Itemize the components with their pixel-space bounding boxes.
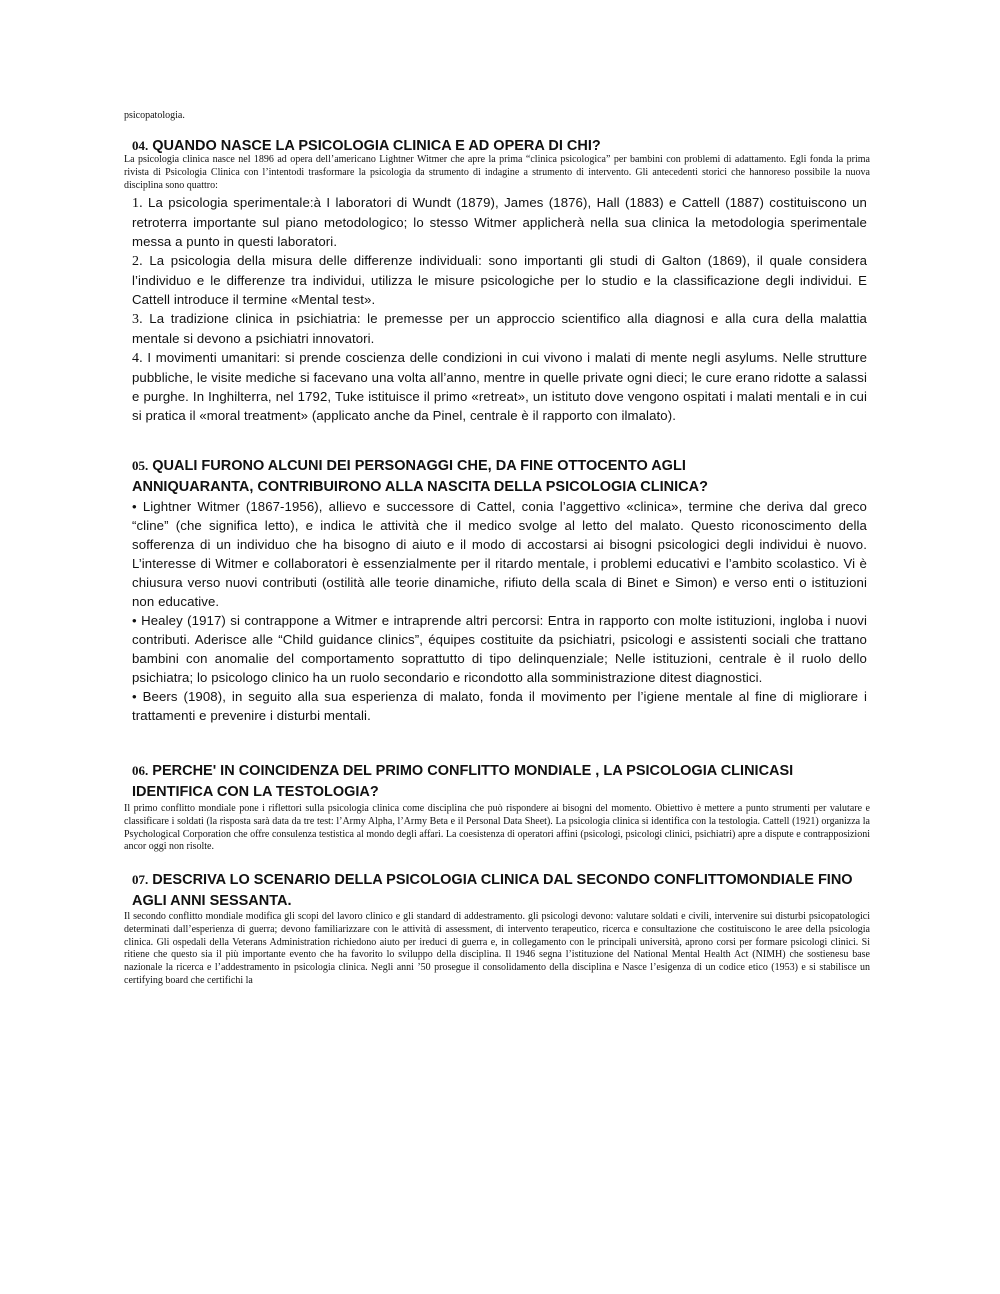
section-04-item-4 bbox=[132, 348, 867, 425]
section-06-title-line-2: IDENTIFICA CON LA TESTOLOGIA? bbox=[132, 784, 379, 800]
section-06-heading bbox=[132, 760, 872, 803]
item-text: La psicologia sperimentale:à I laboratori di Wundt (1879), James (1876), Hall (1883) e Cattell (1887) costituiscono un retroterra importante sul piano metodologico; lo stesso Witmer applicherà nella sua clinica la metodologia sperimentale messa a punto in questi laboratori. bbox=[132, 195, 867, 249]
section-07-number: 07. bbox=[132, 872, 149, 887]
item-number: 1. bbox=[132, 196, 143, 211]
section-04-list bbox=[132, 193, 867, 425]
section-05-heading bbox=[132, 455, 872, 498]
section-06-text: Il primo conflitto mondiale pone i riflettori sulla psicologia clinica come disciplina che può rispondere ai bisogni del momento. Obiettivo è mettere a punto strumenti per valutare e classificare i soldati (la risposta sarà data da tre test: l’Army Alpha, l’Army Beta e il Personal Data Sheet). La psicologia clinica si identifica con la testologia. Cattell (1921) organizza la Psychological Corporation che offre consulenza testistica al mondo degli affari. La coesistenza di operatori affini (psicologi, psicologi clinici, psichiatri) apre a dispute e contrapposizioni ancor oggi non risolte. bbox=[124, 803, 870, 853]
section-04-number: 04. bbox=[132, 138, 149, 153]
section-07-title-line-1: DESCRIVA LO SCENARIO DELLA PSICOLOGIA CLINICA DAL SECONDO CONFLITTOMONDIALE FINO bbox=[152, 872, 853, 888]
item-text: I movimenti umanitari: si prende coscienza delle condizioni in cui vivono i malati di mente negli asylums. Nelle strutture pubbliche, le visite mediche si facevano una volta all’anno, mentre in quelle private ogni dieci; le cure erano ridotte a salassi e purghe. In Inghilterra, nel 1792, Tuke istituisce il primo «retreat», un istituto dove vengono ospitati i malati mentali e in cui si pratica il «moral treatment» (applicato anche da Pinel, centrale è il rapporto con ilmalato). bbox=[132, 350, 868, 423]
section-05-bullet-3: • Beers (1908), in seguito alla sua esperienza di malato, fonda il movimento per l’igiene mentale al fine di migliorare i trattamenti e prevenire i disturbi mentali. bbox=[132, 689, 867, 723]
section-05-bullet-2: • Healey (1917) si contrappone a Witmer e intraprende altri percorsi: Entra in rapporto con molte istituzioni, ingloba i nuovi contributi. Aderisce alle “Child guidance clinics”, équipes costituite da psichiatri, psicologi e assistenti sociali che trattano bambini con anomalie del comportamento soprattutto di tipo delinquenziale; Nelle istituzioni, centrale è il ruolo dello psichiatra; lo psicologo clinico ha un ruolo secondario e ricondotto alla somministrazione ditest diagnostici. bbox=[132, 613, 867, 685]
top-fragment: psicopatologia. bbox=[124, 110, 185, 121]
section-07-text: Il secondo conflitto mondiale modifica gli scopi del lavoro clinico e gli standard di addestramento. gli psicologi devono: valutare soldati e civili, intervenire sui disturbi psicopatologici determinati dall’esperienza di guerra; devono familiarizzare con le attività di assessment, di intervento terapeutico, ricerca e consultazione che costituiscono le aree della psicologia clinica. Gli ospedali della Veterans Administration richiedono aiuto per ireduci di guerra e, in collegamento con le principali università, aprono corsi per formare psicologi clinici. Si ritiene che questo sia il più importante evento che ha favorito lo sviluppo della disciplina. Il 1946 segna l’istituzione del National Mental Health Act (NIMH) che sostienesu base nazionale la ricerca e l’addestramento in psicologia clinica. Negli anni ’50 prosegue il consolidamento della disciplina e Nasce l’esigenza di un codice etico (1953) e si stabilisce un certifying board che certifichi la bbox=[124, 911, 870, 986]
item-number: 4. bbox=[132, 351, 143, 366]
section-06-number: 06. bbox=[132, 763, 149, 778]
item-number: 2. bbox=[132, 254, 143, 269]
item-number: 3. bbox=[132, 312, 143, 327]
item-text: La psicologia della misura delle differenze individuali: sono importanti gli studi di Galton (1869), il quale considera l’individuo e le differenze tra individui, utilizza le misure psicologiche per lo studio e la classificazione degli individui. E Cattell introduce il termine «Mental test». bbox=[132, 253, 868, 307]
section-04-item-3 bbox=[132, 309, 867, 348]
section-06-title-line-1: PERCHE' IN COINCIDENZA DEL PRIMO CONFLITTO MONDIALE , LA PSICOLOGIA CLINICASI bbox=[152, 763, 794, 779]
section-07-heading bbox=[132, 869, 872, 912]
section-05-list bbox=[132, 497, 867, 725]
item-text: La tradizione clinica in psichiatria: le premesse per un approccio scientifico alla diagnosi e alla cura della malattia mentale si devono a psichiatri innovatori. bbox=[132, 311, 867, 346]
section-05-number: 05. bbox=[132, 458, 149, 473]
section-04-title: QUANDO NASCE LA PSICOLOGIA CLINICA E AD OPERA DI CHI? bbox=[152, 138, 601, 154]
section-04-item-2 bbox=[132, 251, 867, 309]
section-05-title-line-1: QUALI FURONO ALCUNI DEI PERSONAGGI CHE, DA FINE OTTOCENTO AGLI bbox=[152, 458, 686, 474]
section-05-bullet-1: • Lightner Witmer (1867-1956), allievo e successore di Cattel, conia l’aggettivo «clinica», termine che deriva dal greco “cline” (che significa letto), e indica le attività che il medico svolge al letto del malato. Questo riconoscimento della sofferenza di un individuo che ha bisogno di aiuto e il modo di accostarsi ai bisogni psicologici degli individui è nuovo. L’interesse di Witmer e collaboratori è essenzialmente per il ritardo mentale, i problemi educativi e l’ambito scolastico. Vi è chiusura verso nuovi contributi (ostilità alle teorie dinamiche, rifiuto della scala di Binet e Simon) e verso enti o istituzioni non educative. bbox=[132, 499, 867, 609]
section-07-title-line-2: AGLI ANNI SESSANTA. bbox=[132, 893, 292, 909]
section-05-title-line-2: ANNIQUARANTA, CONTRIBUIRONO ALLA NASCITA DELLA PSICOLOGIA CLINICA? bbox=[132, 479, 708, 495]
section-04-intro: La psicologia clinica nasce nel 1896 ad opera dell’americano Lightner Witmer che apre la prima “clinica psicologica” per bambini con problemi di adattamento. Egli fonda la prima rivista di Psicologia Clinica con l’intentodi trasformare la psicologia da strumento di indagine a strumento di intervento. Gli antecedenti storici che hannoreso possibile la nuova disciplina sono quattro: bbox=[124, 154, 870, 191]
section-04-item-1 bbox=[132, 193, 867, 251]
